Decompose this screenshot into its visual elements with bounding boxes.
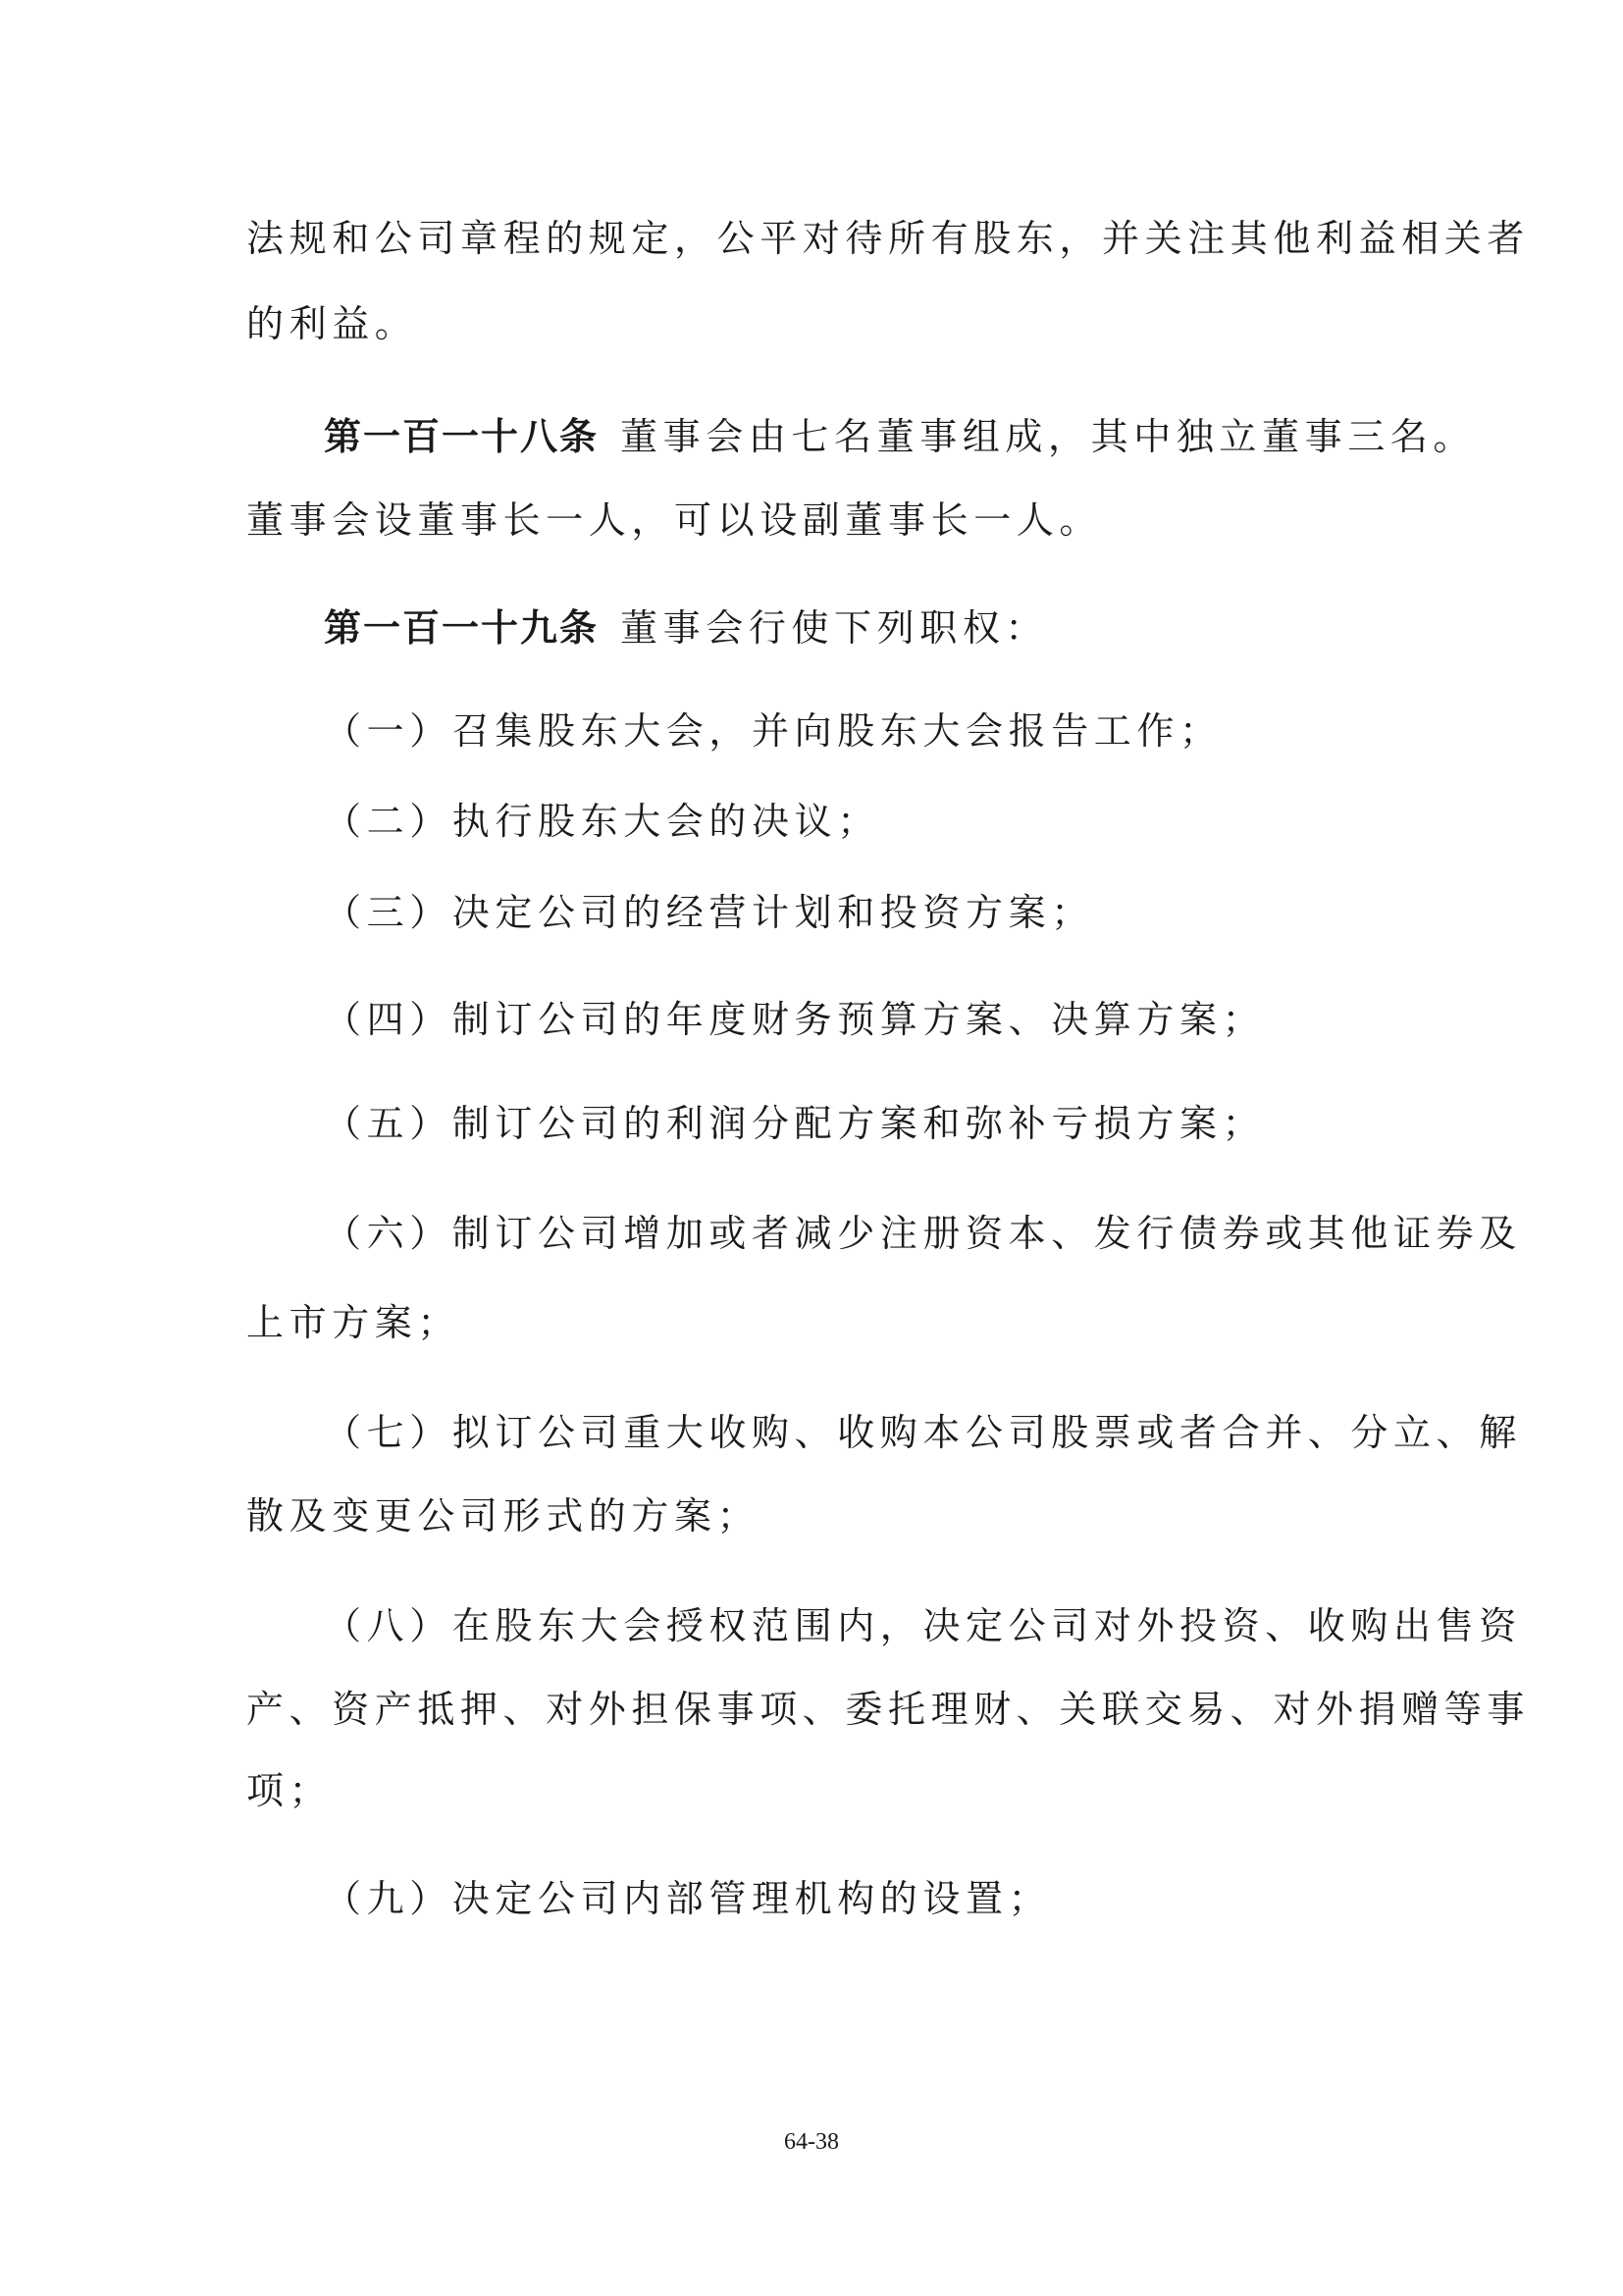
article-heading: 第一百一十九条 [324, 605, 600, 650]
list-item-continuation: 散及变更公司形式的方案； [246, 1494, 760, 1538]
list-item: （六）制订公司增加或者减少注册资本、发行债券或其他证券及 [324, 1212, 1522, 1255]
article-119 [324, 603, 1385, 652]
list-item: （五）制订公司的利润分配方案和弥补亏损方案； [324, 1102, 1266, 1145]
list-item: （八）在股东大会授权范围内，决定公司对外投资、收购出售资 [324, 1604, 1522, 1647]
article-text: 董事会由七名董事组成，其中独立董事三名。 [620, 415, 1477, 458]
body-text-line: 的利益。 [246, 302, 418, 345]
article-118 [324, 412, 1477, 461]
list-item: （四）制订公司的年度财务预算方案、决算方案； [324, 998, 1266, 1041]
list-item-continuation: 产、资产抵押、对外担保事项、委托理财、关联交易、对外捐赠等事 [246, 1688, 1531, 1731]
list-item: （三）决定公司的经营计划和投资方案； [324, 891, 1094, 934]
article-text: 董事会行使下列职权： [620, 606, 1049, 650]
body-text-line: 法规和公司章程的规定，公平对待所有股东，并关注其他利益相关者 [246, 217, 1531, 260]
list-item: （九）决定公司内部管理机构的设置； [324, 1877, 1052, 1920]
list-item-continuation: 项； [246, 1769, 333, 1812]
list-item: （二）执行股东大会的决议； [324, 800, 880, 843]
list-item: （七）拟订公司重大收购、收购本公司股票或者合并、分立、解 [324, 1411, 1522, 1454]
list-item: （一）召集股东大会，并向股东大会报告工作； [324, 709, 1223, 753]
list-item-continuation: 上市方案； [246, 1301, 461, 1344]
body-text-line: 董事会设董事长一人，可以设副董事长一人。 [246, 498, 1103, 542]
page-number: 64-38 [784, 2129, 839, 2155]
article-heading: 第一百一十八条 [324, 414, 600, 458]
